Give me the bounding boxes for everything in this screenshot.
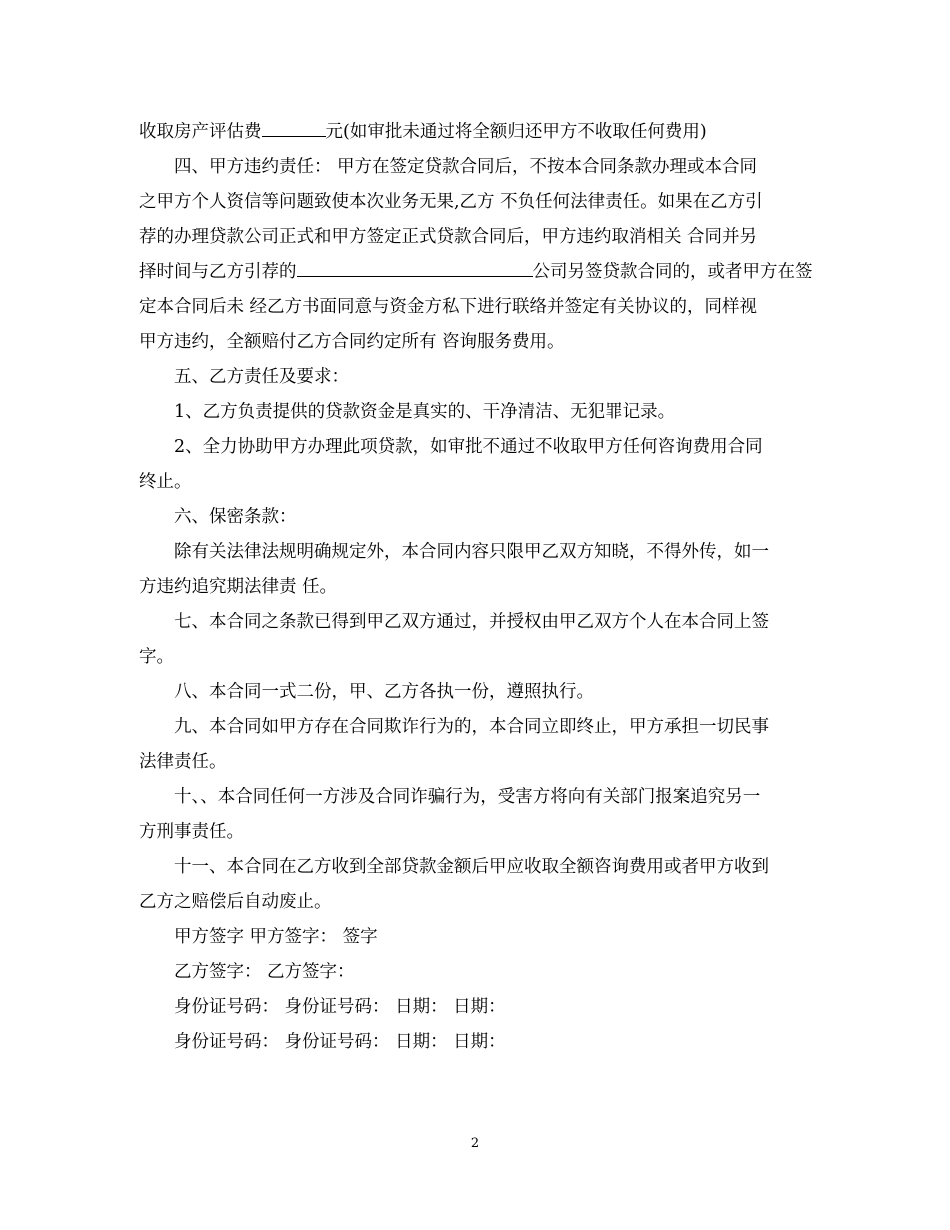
clause-9: 九、本合同如甲方存在合同欺诈行为的，本合同立即终止，甲方承担一切民事: [174, 717, 769, 737]
clause-5-heading: 五、乙方责任及要求：: [174, 367, 349, 387]
id-number-date-line: 身份证号码： 身份证号码： 日期： 日期：: [174, 1032, 506, 1052]
clause-8: 八、本合同一式二份，甲、乙方各执一份，遵照执行。: [174, 682, 594, 702]
clause-text-line: 字。: [139, 647, 174, 667]
text-fragment: 公司另签贷款合同的，或者甲方在签: [532, 262, 813, 282]
clause-text-line-blank: [139, 258, 812, 287]
fill-in-blank: [297, 258, 533, 277]
clause-text-line: 终止。: [139, 472, 192, 492]
page-number: 2: [470, 1136, 480, 1151]
clause-7: 七、本合同之条款已得到甲乙双方通过，并授权由甲乙双方个人在本合同上签: [174, 612, 769, 632]
clause-text-line: 定本合同后未 经乙方书面同意与资金方私下进行联络并签定有关协议的，同样视: [139, 297, 758, 317]
fill-in-blank: [262, 118, 326, 137]
clause-4-heading: 四、甲方违约责任： 甲方在签定贷款合同后，不按本合同条款办理或本合同: [174, 157, 758, 177]
clause-6-heading: 六、保密条款：: [174, 507, 297, 527]
clause-5-item-1: 1、乙方负责提供的贷款资金是真实的、干净清洁、无犯罪记录。: [174, 402, 676, 422]
clause-text-line: 方刑事责任。: [139, 822, 244, 842]
clause-text-line: 之甲方个人资信等问题致使本次业务无果,乙方 不负任何法律责任。如果在乙方引: [139, 192, 763, 212]
signature-party-a: 甲方签字 甲方签字： 签字: [174, 927, 378, 947]
text-fragment: 元(如审批未通过将全额归还甲方不收取任何费用): [325, 122, 707, 142]
clause-text-line: 乙方之赔偿后自动废止。: [139, 892, 332, 912]
clause-text-line: 甲方违约，全额赔付乙方合同约定所有 咨询服务费用。: [139, 332, 565, 352]
clause-5-item-2: 2、全力协助甲方办理此项贷款，如审批不通过不收取甲方任何咨询费用合同: [174, 437, 763, 457]
text-fragment: 择时间与乙方引荐的: [139, 262, 297, 282]
clause-6-text: 除有关法律法规明确规定外，本合同内容只限甲乙双方知晓，不得外传，如一: [174, 542, 769, 562]
text-line-fee: [139, 118, 812, 147]
clause-10: 十、、本合同任何一方涉及合同诈骗行为，受害方将向有关部门报案追究另一: [174, 787, 761, 807]
id-number-date-line: 身份证号码： 身份证号码： 日期： 日期：: [174, 997, 506, 1017]
text-fragment: 收取房产评估费: [139, 122, 262, 142]
clause-11: 十一、本合同在乙方收到全部贷款金额后甲应收取全额咨询费用或者甲方收到: [174, 857, 769, 877]
clause-text-line: 方违约追究期法律责 任。: [139, 577, 338, 597]
document-body: [139, 118, 812, 1057]
clause-text-line: 荐的办理贷款公司正式和甲方签定正式贷款合同后，甲方违约取消相关 合同并另: [139, 227, 758, 247]
clause-text-line: 法律责任。: [139, 752, 227, 772]
signature-party-b: 乙方签字： 乙方签字：: [174, 962, 355, 982]
